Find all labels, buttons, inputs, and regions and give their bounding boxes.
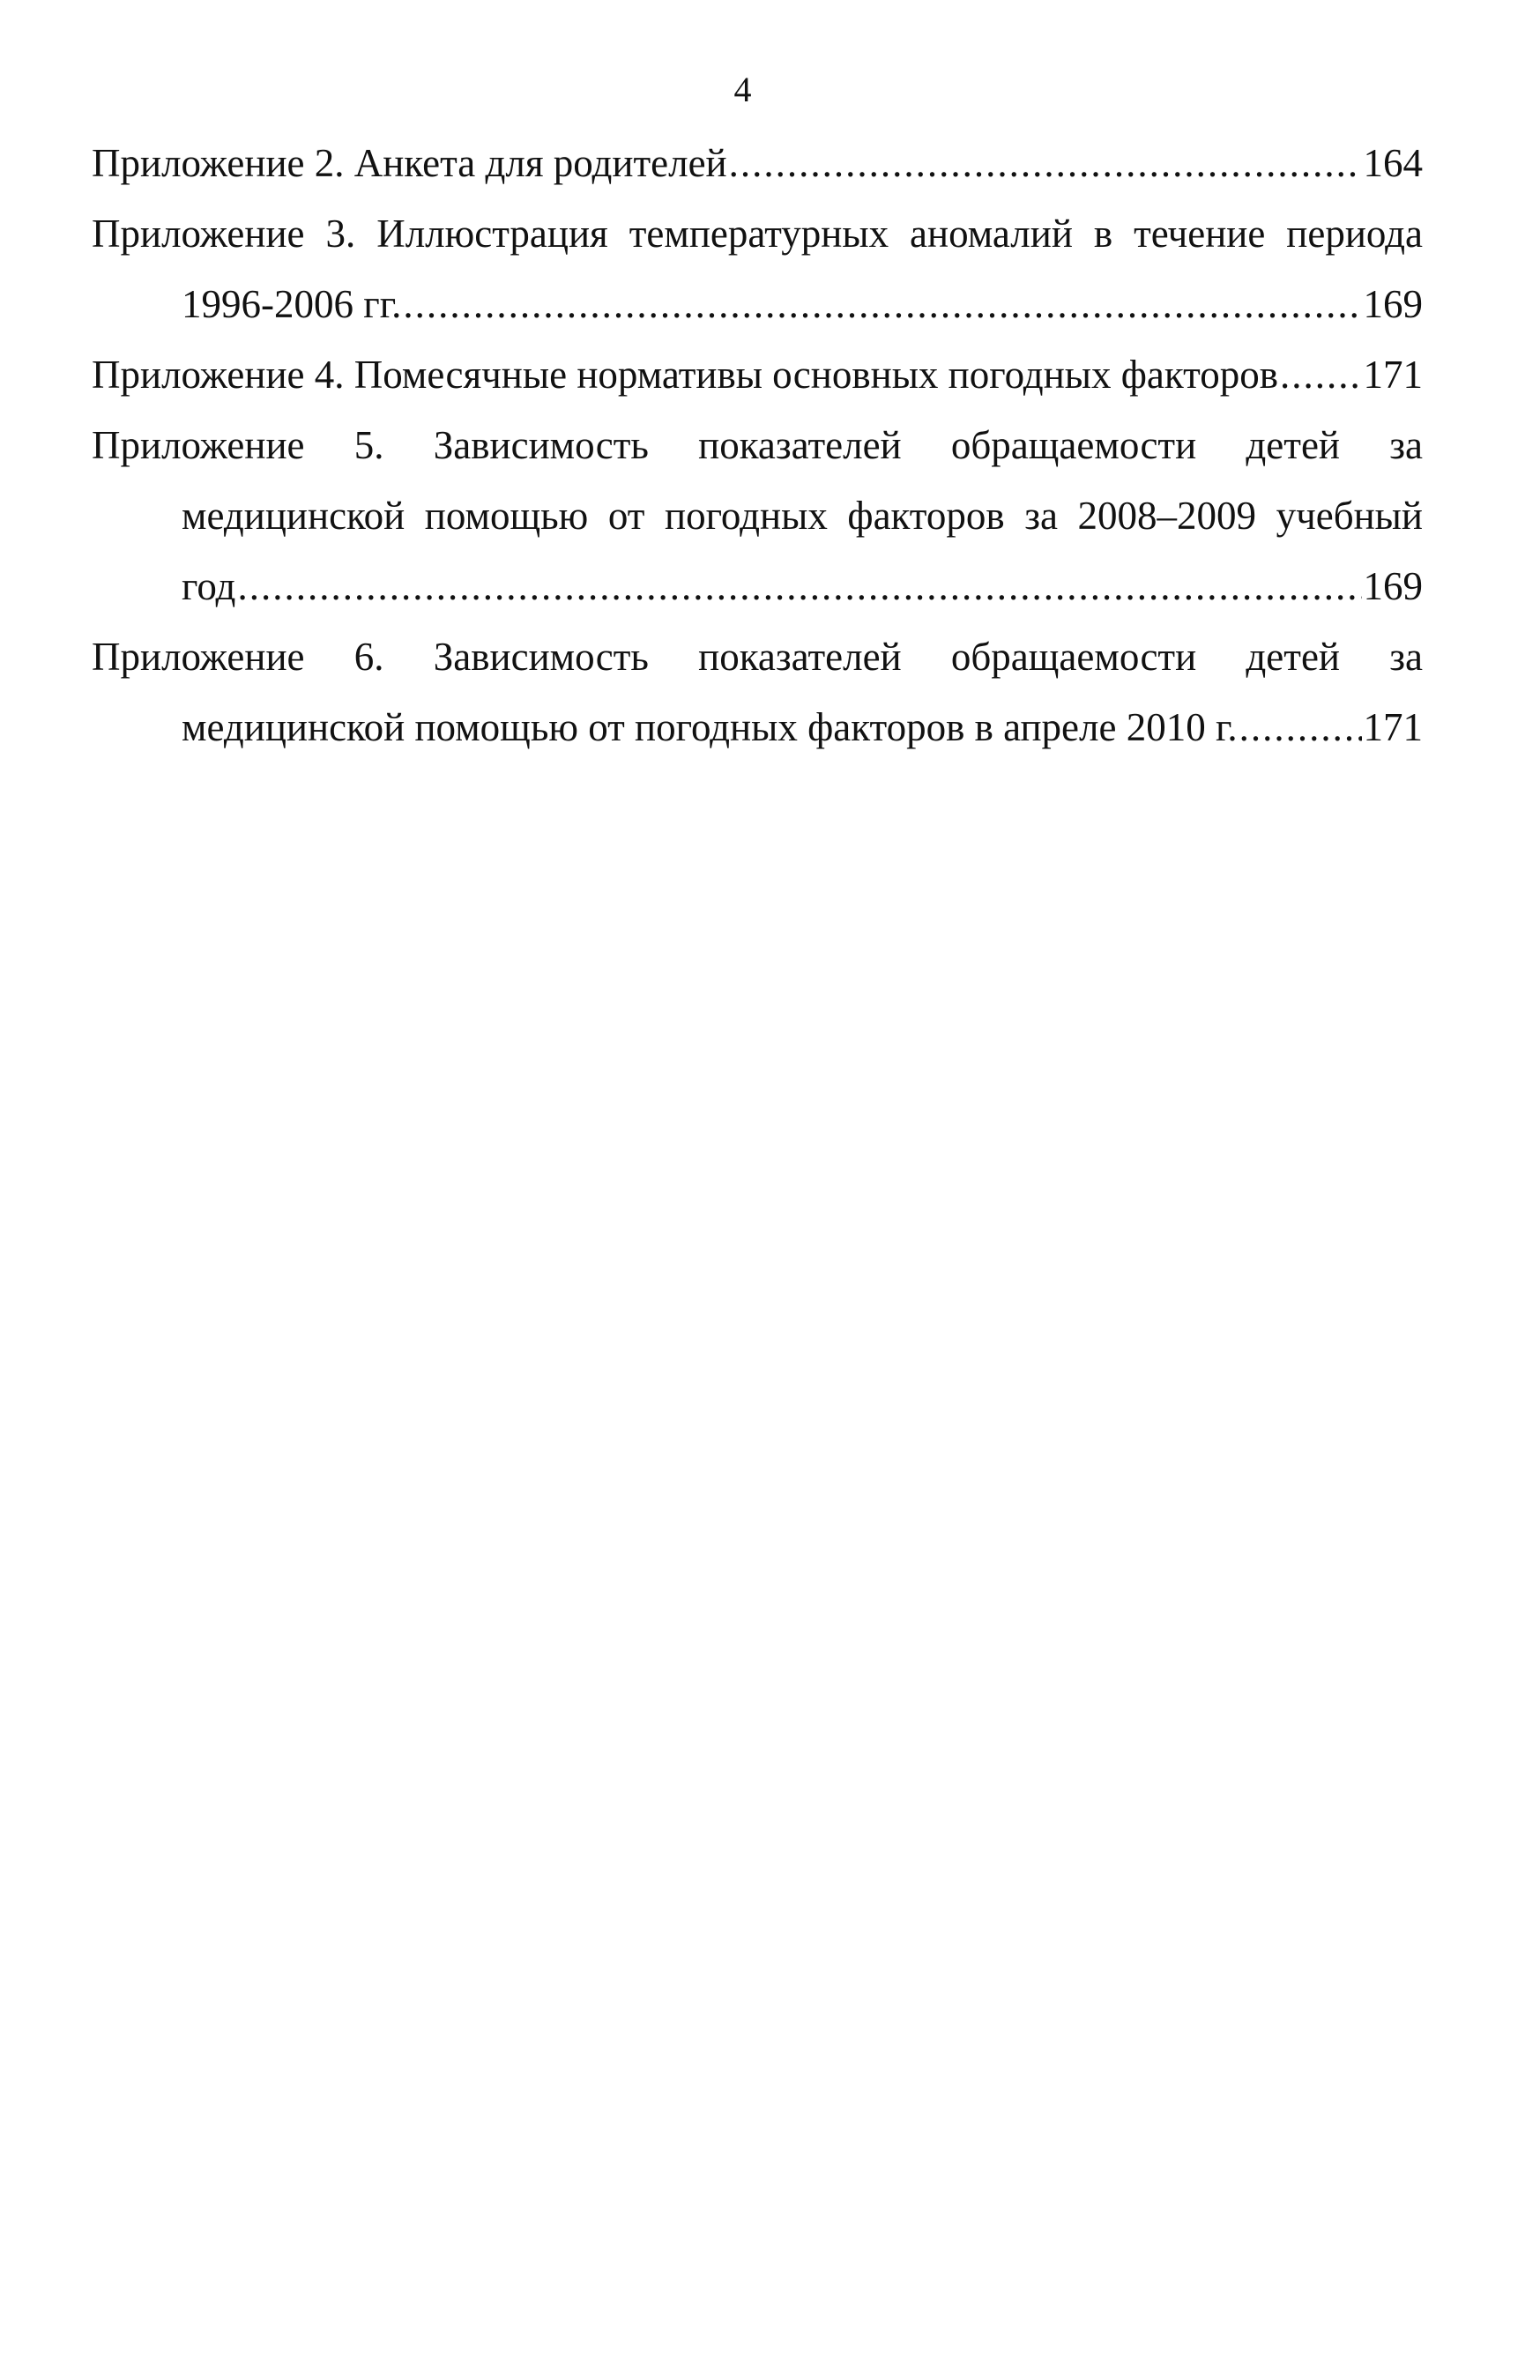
toc-line	[92, 692, 1423, 762]
page-number: 4	[733, 70, 752, 109]
toc-entry-title: Приложение 5. Зависимость показателей обращаемости детей за	[92, 423, 1423, 467]
toc-entry-title-continued: 1996-2006 гг.	[182, 282, 402, 326]
toc-entry-title: Приложение 4. Помесячные нормативы основных погодных факторов	[92, 353, 1278, 397]
toc-entry-title: Приложение 2. Анкета для родителей	[92, 141, 727, 185]
toc-page-number: 171	[1363, 705, 1423, 749]
toc-entry-appendix-4	[92, 339, 1423, 410]
toc-entry-appendix-6	[92, 621, 1423, 762]
toc-entry-appendix-5	[92, 410, 1423, 621]
toc-entry-appendix-2	[92, 128, 1423, 198]
toc-entry-appendix-3	[92, 198, 1423, 339]
toc-entry-title-continued: год	[182, 564, 236, 608]
table-of-contents	[92, 128, 1423, 762]
dot-leader	[1239, 692, 1362, 762]
toc-entry-title-continued: медицинской помощью от погодных факторов в апреле 2010 г.	[182, 705, 1238, 749]
toc-page-number: 169	[1363, 564, 1423, 608]
toc-page-number: 169	[1363, 282, 1423, 326]
dot-leader	[729, 128, 1362, 198]
toc-entry-title-continued: медицинской помощью от погодных факторов за 2008–2009 учебный	[182, 494, 1423, 538]
toc-entry-title: Приложение 6. Зависимость показателей обращаемости детей за	[92, 635, 1423, 679]
toc-line	[92, 551, 1423, 621]
toc-line	[92, 269, 1423, 339]
dot-leader	[1280, 339, 1362, 410]
toc-page-number: 171	[1363, 353, 1423, 397]
toc-line	[92, 339, 1423, 410]
dot-leader	[403, 269, 1361, 339]
toc-entry-title: Приложение 3. Иллюстрация температурных аномалий в течение периода	[92, 212, 1423, 256]
toc-line	[92, 128, 1423, 198]
toc-page-number: 164	[1363, 141, 1423, 185]
dot-leader	[237, 551, 1361, 621]
